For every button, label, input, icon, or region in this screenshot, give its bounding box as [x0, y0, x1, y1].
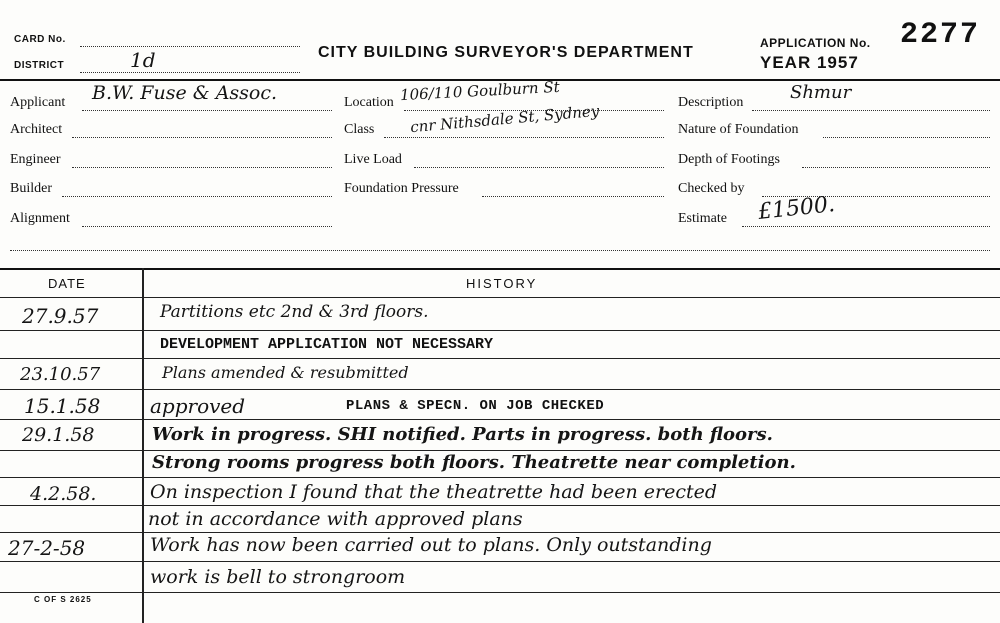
- row-rule: [0, 419, 1000, 420]
- row-rule: [0, 358, 1000, 359]
- applicant-line: [82, 110, 332, 111]
- depth-line: [802, 167, 990, 168]
- district-label: DISTRICT: [14, 60, 65, 71]
- card-no-line: [80, 46, 300, 47]
- checked-by-label: Checked by: [678, 181, 745, 196]
- application-label: APPLICATION No.: [760, 36, 871, 50]
- applicant-label: Applicant: [10, 95, 66, 110]
- row-text: On inspection I found that the theatrette had been erected: [150, 481, 718, 503]
- row-rule: [0, 592, 1000, 593]
- row-date: 27.9.57: [22, 304, 99, 328]
- row-date: 15.1.58: [24, 394, 101, 418]
- table-header-rule: [0, 297, 1000, 298]
- builder-label: Builder: [10, 181, 52, 196]
- district-line: [80, 72, 300, 73]
- description-value: Shmur: [790, 82, 852, 103]
- estimate-line: [742, 226, 990, 227]
- alignment-label: Alignment: [10, 211, 70, 226]
- row-text: not in accordance with approved plans: [148, 508, 523, 530]
- row-rule: [0, 477, 1000, 478]
- nature-of-foundation-label: Nature of Foundation: [678, 122, 799, 137]
- nature-line: [823, 137, 990, 138]
- table-top-rule: [0, 268, 1000, 270]
- history-header: HISTORY: [466, 276, 538, 291]
- row-rule: [0, 505, 1000, 506]
- row-text: work is bell to strongroom: [150, 566, 406, 588]
- class-line: [384, 137, 664, 138]
- class-label: Class: [344, 122, 375, 137]
- location-label: Location: [344, 95, 394, 110]
- card-no-label: CARD No.: [14, 34, 66, 45]
- row-text: Work in progress. SHI notified. Parts in progress. both floors.: [152, 424, 773, 445]
- fields-bottom-line: [10, 250, 990, 251]
- row-date: 4.2.58.: [30, 483, 97, 505]
- row-text: approved: [150, 394, 246, 418]
- description-label: Description: [678, 95, 744, 110]
- department-title: CITY BUILDING SURVEYOR'S DEPARTMENT: [318, 44, 694, 61]
- date-column-divider: [142, 268, 144, 623]
- row-text: Plans amended & resubmitted: [162, 363, 409, 382]
- date-header: DATE: [48, 276, 86, 291]
- row-text: Work has now been carried out to plans. Only outstanding: [150, 534, 712, 556]
- plans-checked-stamp: PLANS & SPECN. ON JOB CHECKED: [346, 398, 605, 414]
- architect-line: [72, 137, 332, 138]
- engineer-label: Engineer: [10, 152, 61, 167]
- builder-line: [62, 196, 332, 197]
- row-rule: [0, 532, 1000, 533]
- row-text: Partitions etc 2nd & 3rd floors.: [160, 302, 429, 322]
- description-line: [752, 110, 990, 111]
- foundation-pressure-line: [482, 196, 664, 197]
- district-value: 1d: [130, 48, 156, 72]
- architect-label: Architect: [10, 122, 63, 137]
- row-text: Strong rooms progress both floors. Theatrette near completion.: [152, 452, 796, 473]
- row-date: 29.1.58: [22, 424, 95, 446]
- form-code: C OF S 2625: [34, 595, 92, 604]
- applicant-value: B.W. Fuse & Assoc.: [92, 82, 278, 104]
- row-rule: [0, 389, 1000, 390]
- location-value-1: 106/110 Goulburn St: [399, 77, 561, 105]
- application-number: 2277: [900, 18, 981, 52]
- depth-of-footings-label: Depth of Footings: [678, 152, 780, 167]
- engineer-line: [72, 167, 332, 168]
- row-rule: [0, 330, 1000, 331]
- live-load-line: [414, 167, 664, 168]
- alignment-line: [82, 226, 332, 227]
- foundation-pressure-label: Foundation Pressure: [344, 181, 459, 196]
- row-date: 23.10.57: [20, 364, 101, 385]
- estimate-label: Estimate: [678, 211, 727, 226]
- live-load-label: Live Load: [344, 152, 402, 167]
- row-date: 27-2-58: [8, 536, 86, 560]
- row-rule: [0, 450, 1000, 451]
- location-value-2: cnr Nithsdale St, Sydney: [409, 101, 600, 137]
- estimate-value: £1500.: [756, 192, 837, 225]
- row-rule: [0, 561, 1000, 562]
- row-typed-text: DEVELOPMENT APPLICATION NOT NECESSARY: [160, 336, 494, 353]
- year: YEAR 1957: [760, 53, 859, 72]
